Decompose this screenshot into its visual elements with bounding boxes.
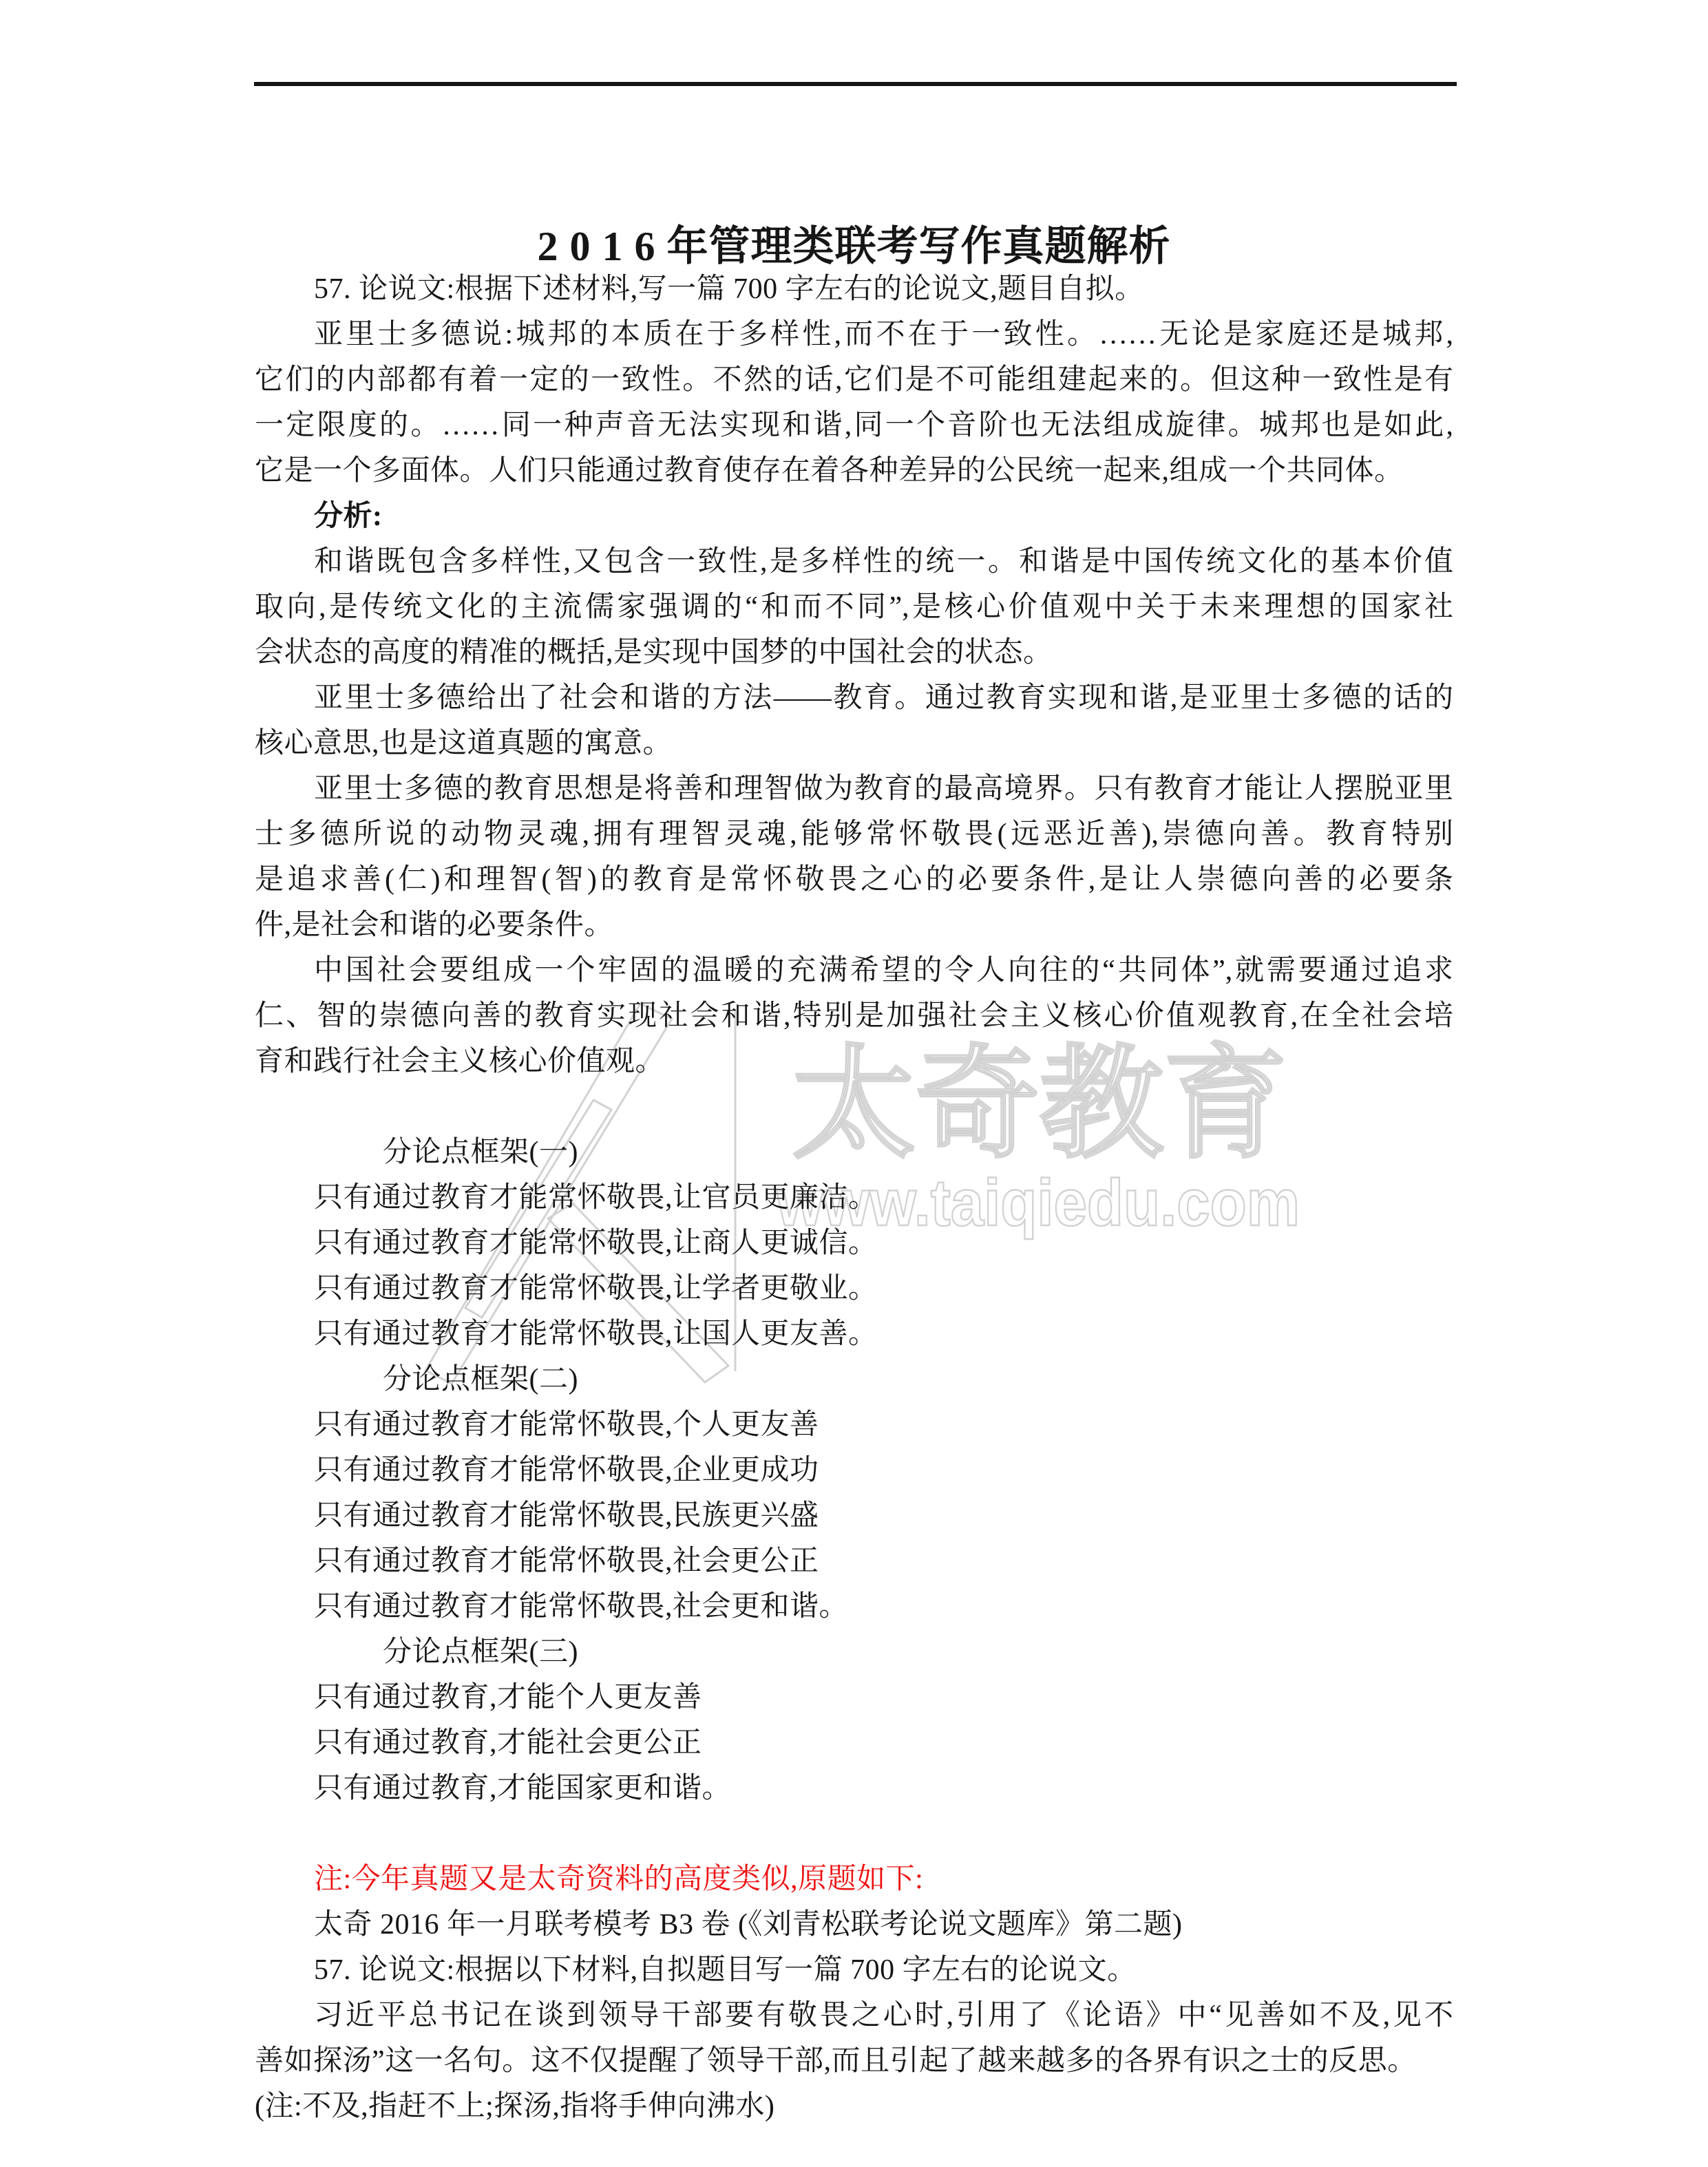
- document-line: 习近平总书记在谈到领导干部要有敬畏之心时,引用了《论语》中“见善如不及,见不: [314, 2000, 1453, 2031]
- document-line: 只有通过教育才能常怀敬畏,让官员更廉洁。: [314, 1182, 878, 1214]
- document-line: 只有通过教育才能常怀敬畏,企业更成功: [314, 1455, 819, 1486]
- document-line: 核心意思,也是这道真题的寓意。: [255, 728, 673, 759]
- document-line: 只有通过教育才能常怀敬畏,社会更和谐。: [314, 1591, 849, 1622]
- document-line: 只有通过教育,才能社会更公正: [314, 1727, 702, 1759]
- document-line: 分论点框架(二): [383, 1364, 578, 1395]
- document-line: (注:不及,指赶不上;探汤,指将手伸向沸水): [255, 2091, 775, 2122]
- document-line: 是追求善(仁)和理智(智)的教育是常怀敬畏之心的必要条件,是让人崇德向善的必要条: [255, 864, 1453, 896]
- document-line: 取向,是传统文化的主流儒家强调的“和而不同”,是核心价值观中关于未来理想的国家社: [255, 591, 1453, 623]
- document-line: 善如探汤”这一名句。这不仅提醒了领导干部,而且引起了越来越多的各界有识之士的反思。: [255, 2045, 1417, 2077]
- document-line: 太奇 2016 年一月联考模考 B3 卷 (《刘青松联考论说文题库》第二题): [314, 1909, 1183, 1941]
- document-line: 亚里士多德说:城邦的本质在于多样性,而不在于一致性。……无论是家庭还是城邦,: [314, 319, 1453, 350]
- document-line: 一定限度的。……同一种声音无法实现和谐,同一个音阶也无法组成旋律。城邦也是如此,: [255, 410, 1453, 441]
- document-line: 士多德所说的动物灵魂,拥有理智灵魂,能够常怀敬畏(远恶近善),崇德向善。教育特别: [255, 818, 1453, 850]
- document-line: 只有通过教育才能常怀敬畏,让学者更敬业。: [314, 1273, 878, 1304]
- document-line: 只有通过教育才能常怀敬畏,让国人更友善。: [314, 1318, 878, 1350]
- document-line: 中国社会要组成一个牢固的温暖的充满希望的令人向往的“共同体”,就需要通过追求: [314, 955, 1453, 986]
- document-line: 57. 论说文:根据以下材料,自拟题目写一篇 700 字左右的论说文。: [314, 1954, 1137, 1986]
- document-line: 只有通过教育才能常怀敬畏,让商人更诚信。: [314, 1227, 878, 1259]
- document-line: 分析:: [314, 500, 383, 532]
- document-line: 亚里士多德的教育思想是将善和理智做为教育的最高境界。只有教育才能让人摆脱亚里: [314, 773, 1453, 805]
- header-rule: [254, 82, 1457, 86]
- watermark-url-text: www.taiqiedu.com: [776, 1166, 1300, 1240]
- watermark-brand-text: 太奇教育: [792, 1035, 1287, 1172]
- document-line: 只有通过教育才能常怀敬畏,个人更友善: [314, 1409, 819, 1441]
- document-line: 亚里士多德给出了社会和谐的方法——教育。通过教育实现和谐,是亚里士多德的话的: [314, 682, 1453, 714]
- document-line: 分论点框架(三): [383, 1636, 578, 1668]
- blank-line: [255, 1084, 1453, 1130]
- document-line: 它们的内部都有着一定的一致性。不然的话,它们是不可能组建起来的。但这种一致性是有: [255, 364, 1453, 396]
- document-line: 它是一个多面体。人们只能通过教育使存在着各种差异的公民统一起来,组成一个共同体。: [255, 455, 1404, 487]
- document-line: 育和践行社会主义核心价值观。: [255, 1046, 665, 1077]
- document-line: 注:今年真题又是太奇资料的高度类似,原题如下:: [314, 1863, 924, 1895]
- document-line: 只有通过教育,才能个人更友善: [314, 1682, 702, 1713]
- document-line: 57. 论说文:根据下述材料,写一篇 700 字左右的论说文,题目自拟。: [314, 273, 1144, 305]
- page-title: 2 0 1 6 年管理类联考写作真题解析: [537, 224, 1171, 270]
- document-line: 只有通过教育,才能国家更和谐。: [314, 1773, 732, 1804]
- document-body: [255, 266, 1453, 2129]
- document-line: 分论点框架(一): [383, 1137, 578, 1168]
- blank-line: [255, 1811, 1453, 1857]
- document-line: 只有通过教育才能常怀敬畏,社会更公正: [314, 1545, 819, 1577]
- document-line: 和谐既包含多样性,又包含一致性,是多样性的统一。和谐是中国传统文化的基本价值: [314, 546, 1453, 578]
- document-line: 仁、智的崇德向善的教育实现社会和谐,特别是加强社会主义核心价值观教育,在全社会培: [255, 1000, 1453, 1032]
- document-line: 会状态的高度的精准的概括,是实现中国梦的中国社会的状态。: [255, 637, 1053, 668]
- document-line: 只有通过教育才能常怀敬畏,民族更兴盛: [314, 1500, 819, 1532]
- document-line: 件,是社会和谐的必要条件。: [255, 909, 614, 941]
